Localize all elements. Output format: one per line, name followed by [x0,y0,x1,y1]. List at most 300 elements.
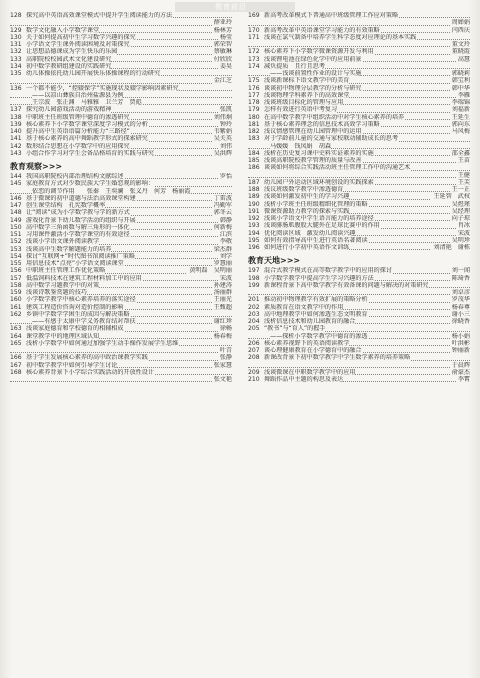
toc-entry [10,289,232,296]
entry-author: 付欣欣 [213,55,232,63]
toc-entry [10,333,232,340]
entry-number: 178 [248,99,264,106]
entry-title: 家庭教育方式对少数民族大学生婚恋观的影响： [26,180,154,188]
toc-entry [248,164,470,171]
entry-author: 何新梅 [213,223,232,231]
entry-title: 新课改背景下初中数学教学中学生数学素养的培养策略 [264,354,411,362]
entry-author: 俞豪杰 [451,368,470,376]
entry-title: 高中数学习题教学中的对策 [26,281,100,289]
entry-number: 148 [10,209,26,216]
entry-title: 中职班主任管理工作优化策略 [26,267,106,275]
toc-entry [248,27,470,34]
entry-title: 小学数学教学中核心素养培养的落实途径 [26,296,136,304]
entry-author: 王甄超 [213,303,232,311]
entry-title: 浅谈腓肠肌腹股大腿外在足球比赛中的作用 [264,222,380,230]
entry-title: 减负提质 且行且思考 [264,62,325,70]
entry-number: 198 [248,275,264,282]
entry-title: 谈谈初中物理分层教学的分析与研究 [264,84,362,92]
toc-entry [10,296,232,303]
toc-entry [248,296,470,303]
entry-title: 混合式教学模式在高等数学教学中的应用的探讨 [264,267,392,275]
entry-title: ——以凉山彝族自治州盐源县为例 [32,91,124,99]
entry-title: 新高考改革中英语课堂学习能力的有效策略 [264,26,380,34]
toc-entry [10,77,232,84]
dot-leader [10,25,232,26]
entry-author: 杨春尊 [451,303,470,311]
entry-author: 谢红珍 [213,318,232,325]
entry-author: 刘福新 [451,106,470,114]
section-heading-guancha: 教育观察>>> [10,162,63,171]
dot-leader [10,83,232,84]
toc-entry [248,347,470,354]
toc-entry [10,180,232,187]
toc-entry [248,304,470,311]
entry-title: 如何有效指导高中生进行英语名著阅读 [264,236,368,244]
toc-entry [248,369,470,376]
entry-author: 李敬 [219,238,232,246]
dot-leader [10,352,232,353]
toc-entry [10,325,232,332]
entry-author: 郭晓莉 [451,70,470,77]
toc-entry [10,318,232,325]
entry-author: 杨莹 [219,33,232,41]
toc-entry [248,237,470,244]
entry-title: 幼儿园户外运动区域环境创设的实践探索 [264,178,374,186]
entry-number: 150 [10,224,26,231]
entry-author: 刘伟 [219,142,232,150]
toc-entry [10,347,232,354]
entry-number: 206 [248,340,264,347]
toc-entry [10,376,232,383]
entry-author: 郭冬云 [213,209,232,217]
toc-entry [10,238,232,245]
right-column [248,12,470,383]
entry-number: 183 [248,135,264,142]
left-column [10,12,232,383]
entry-title: 一个都不能少，“控辍保学”实施现状及辍学影响因素研究 [26,84,179,92]
entry-title: 浅谈诗歌鉴赏题的技巧 [26,289,87,296]
entry-title: 初中数学教研组建设的实践研究 [26,62,112,70]
entry-author: 韩宝利 [451,77,470,85]
entry-number: 145 [10,180,26,187]
entry-title: 小学语文学生课外阅读困境及对策探究 [26,41,130,48]
toc-entry [10,173,232,180]
entry-title: 中职班主任班级管理中德育的渗透研究 [26,113,130,121]
entry-title: 素质教育在语文教学中的作用 [264,303,344,311]
entry-number: 177 [248,92,264,99]
toc-entry [10,114,232,121]
toc-entry [248,128,470,135]
entry-number: 158 [10,282,26,289]
toc-entry [248,267,470,274]
toc-entry [248,179,470,186]
toc-entry [10,12,232,19]
entry-number: 201 [248,296,264,303]
dot-leader [248,177,470,178]
entry-title: 高中数学三角函数与解三角形的一体化 [26,223,130,231]
entry-number: 137 [10,106,26,113]
entry-author: 叶洪彬 [451,339,470,347]
entry-title: 浅谈微课在中职数学教学中的应用 [264,368,356,376]
toc-entry [10,27,232,34]
entry-number: 129 [10,27,26,34]
header-text: 教育前沿 [215,3,247,11]
entry-title: 浅议班级数学教学中渗透德育 [264,186,344,193]
toc-entry [10,224,232,231]
entry-title: ——浅谈前置性作业的设计与实施 [270,70,362,77]
entry-author: 肖冰 [457,222,470,230]
entry-number: 168 [10,369,26,376]
entry-number: 196 [248,244,264,251]
entry-number: 132 [10,48,26,55]
entry-author: 冯勤军 [213,202,232,209]
toc-entry [10,369,232,376]
entry-title: 浅谈高职院校教学管理的质量与改善 [264,157,362,164]
entry-title: ——探析小学数学教学中德育的渗透 [270,332,368,340]
entry-number: 146 [10,195,26,202]
entry-author: 杨春梅 [213,332,232,340]
entry-author: 钟丽新 [451,347,470,354]
toc-entry [10,150,232,157]
entry-number: 151 [10,231,26,238]
entry-number: 194 [248,230,264,237]
entry-number: 195 [248,237,264,244]
entry-author: 宋波 [219,274,232,282]
entry-title: 基于微课的初中道德与法治高效课堂构建 [26,194,136,202]
entry-title: 让“阅读”成为小学数学教与学的新方式 [26,209,130,217]
toc-entry [248,135,470,142]
entry-author: 丁雷波 [213,194,232,202]
entry-number: 147 [10,202,26,209]
entry-author: 罗慧丽 [213,260,232,267]
section-heading-tiandi: 教育天地>>> [248,256,301,266]
entry-author: 杨林芳 [213,26,232,34]
entry-title: 基于学生发展核心素养的高中政治课教学实践 [26,354,148,362]
entry-author: 闫西庆 [451,26,470,34]
toc-entry [248,41,470,48]
entry-title: 核心素养背景下小学综合实践活动的开放性设计 [26,368,154,376]
toc-entry [10,48,232,55]
entry-number: 154 [10,253,26,260]
entry-title: 浅谈班级目标化的管理与应用 [264,99,344,106]
entry-title: 浅析小学数学中如何通过加强学生动手操作发展学生思维 [26,339,179,347]
entry-author: 向子琼 [451,215,470,222]
toc-entry [248,282,470,289]
entry-number: 190 [248,201,264,208]
entry-author: 吴经理 [451,207,470,215]
entry-number: 155 [10,260,26,267]
entry-title: 浅议情感管理在幼儿园管理中的运用 [264,128,362,135]
entry-title: 探讨“互联网+”时代图书馆阅读推广策略 [26,252,135,260]
entry-author: 徐畅 [219,325,232,333]
toc-entry [10,188,232,195]
entry-number: 161 [10,304,26,311]
entry-title: 浅谈物理学科素养下的高效课堂 [264,91,350,99]
entry-author: 汤丽群 [213,289,232,296]
toc-entry [248,222,470,229]
entry-number: 199 [248,282,264,289]
entry-number: 131 [10,41,26,48]
toc-entry [248,12,470,19]
entry-number: 165 [10,340,26,347]
entry-number: 167 [10,362,26,369]
entry-number: 210 [248,376,264,383]
entry-number: 174 [248,63,264,70]
entry-number: 176 [248,85,264,92]
entry-number: 166 [10,354,26,361]
toc-entry [248,143,470,150]
entry-number: 188 [248,186,264,193]
toc-entry [248,318,470,325]
toc-entry [10,63,232,70]
entry-number: 172 [248,48,264,55]
entry-author: 刘一闻 [451,267,470,275]
toc-entry [10,92,232,99]
entry-author: 郭荣智 [213,41,232,48]
entry-author: 王延智 武权 [433,193,470,201]
entry-number: 156 [10,267,26,274]
entry-author: 叶青 [219,347,232,354]
entry-title: 如何进行小学初中英语作文训练 [264,244,350,251]
entry-author: 黄明磊 吴明丽 [189,267,232,275]
entry-number: 170 [248,27,264,34]
toc-entry [10,34,232,41]
entry-number: 173 [248,56,264,63]
entry-title: 小学数学教学中提高学生学习兴趣的方法 [264,274,374,282]
entry-number: 169 [248,12,264,19]
entry-title: 新课程背景下高中数学教学有效备课的问题与解决的对策研究 [264,281,429,289]
entry-author: 张家慧 [213,361,232,369]
toc-entry [248,150,470,157]
toc-entry [248,56,470,63]
entry-title: 小组合作学习对学生会备品格培育的实践与研究 [26,149,154,157]
entry-author: 张文艳 [213,376,232,383]
entry-author: 韩静 [219,216,232,224]
entry-title: 探究幼儿园游戏活动的游戏精神 [26,106,112,114]
entry-number: 175 [248,77,264,84]
toc-entry [248,208,470,215]
entry-author: 金江芝 [213,77,232,85]
toc-entry [248,19,470,26]
entry-title: 关于如何提高初中生学习数学兴趣的探究 [26,33,136,41]
entry-number: 153 [10,246,26,253]
toc-entry [248,92,470,99]
entry-title: 谈心理健康教育在小学德育中的融合 [264,347,362,354]
toc-entry [248,85,470,92]
entry-title: 在高中数学教学中组织活动中对学生核心素养的培养 [264,113,405,121]
entry-title: 核心素养下小学数学微课资源开发与利用 [264,48,374,56]
dot-leader [248,294,470,295]
toc-entry [10,362,232,369]
entry-number: 160 [10,296,26,303]
toc-entry [10,202,232,209]
entry-author: 于晨辉 [451,361,470,369]
entry-title: 浅谈在氯气制备中培养学生科学态度对应理论的基本实践 [264,33,417,41]
toc-entry [248,114,470,121]
toc-entry [10,128,232,135]
entry-title: 浅谈新课标下语文教学中的美育 [264,77,350,85]
entry-number: 185 [248,157,264,164]
entry-title: 浅析在历史复习课中史料实证素养的实施 [264,149,374,157]
entry-title: 浅谈高中生数学解题能力的培养 [26,245,112,253]
entry-number: 208 [248,354,264,361]
entry-title: 低温饲料技术在建筑工程材料加工中的应用 [26,274,142,282]
entry-author: 刘伟炯 [213,113,232,121]
entry-title: 建筑工程造价咨询对造价控制的影响 [26,303,124,311]
entry-author: 王健 [457,171,470,179]
entry-title: 浅谈小学语文课外阅读教学 [26,238,100,246]
toc-entry [248,354,470,361]
entry-author: 韦紫娟 [213,128,232,135]
toc-entry [10,143,232,150]
entry-title: 浅谈锂电池在绿色化学中的应用前景 [264,55,362,63]
entry-author: 吴明珍 [451,236,470,244]
entry-title: 用信息技术“点亮”小学语文阅读课堂 [26,260,124,267]
entry-author: 韩中华 [451,84,470,92]
entry-title: 高职院校校园武术文化建设研究 [26,55,112,63]
toc-entry [248,311,470,318]
toc-entry [10,195,232,202]
toc-entry [248,325,470,332]
toc-entry [248,275,470,282]
entry-number: 164 [10,333,26,340]
entry-author: 吴关英 [213,135,232,143]
entry-number: 192 [248,215,264,222]
entry-author: 张凯 [219,106,232,114]
toc-entry [248,172,470,179]
entry-number: 205 [248,325,264,332]
entry-title: 我国高职院校内部治理结构文献综述 [26,173,124,180]
entry-number: 140 [10,128,26,135]
entry-number: 197 [248,267,264,274]
entry-title: 课堂教学中的地理区域认知 [26,332,100,340]
toc-entry [248,48,470,55]
toc-entry [248,106,470,113]
toc-entry [248,157,470,164]
entry-title: 创生课堂结构 孔宪数学概率 [26,202,106,209]
toc-entry [10,85,232,92]
entry-number: 144 [10,173,26,180]
toc-entry [10,217,232,224]
entry-title: 浅谈家庭德育和学校德育的相辅相成 [26,325,124,333]
toc-entry [248,376,470,383]
entry-title: 浅析小学班主任班级精细化管理的策略 [264,200,368,208]
entry-title: 浅析信息技术和幼儿园教育的融合 [264,318,356,325]
entry-author: 王延生 [451,113,470,121]
entry-author: 李霄 [457,376,470,383]
entry-number: 136 [10,85,26,92]
entry-number: 187 [248,179,264,186]
entry-number: 149 [10,217,26,224]
entry-title: 谈谈如何将综合实践活动班主任管理工作中的沟通艺术 [264,164,411,172]
entry-number: 157 [10,275,26,282]
toc-entry [10,354,232,361]
entry-author: 郭向东 [451,120,470,128]
entry-number: 202 [248,304,264,311]
toc-entry [10,340,232,347]
dot-leader [248,46,470,47]
dot-leader [10,381,232,382]
entry-number: 171 [248,34,264,41]
entry-author: 马风梅 [451,128,470,135]
entry-title: 浅谈小学语文中学生语言能力的培养途径 [264,215,374,222]
entry-author: 吴洪辉 [213,149,232,157]
entry-number: 181 [248,121,264,128]
toc-entry [10,311,232,318]
toc-entry [248,186,470,193]
toc-entry [10,19,232,26]
entry-title: 探究高中英语高效课堂模式中提升学生阅读能力的方法 [26,12,173,19]
entry-author: 江滨 [219,231,232,238]
entry-author: 蔡敏琳 [213,48,232,56]
entry-number: 163 [10,325,26,332]
toc-entry [10,231,232,238]
entry-author: 宋波 [457,229,470,237]
entry-number: 139 [10,121,26,128]
entry-title: 提升高中生英语语篇分析能力“三路径” [26,128,130,135]
entry-number: 189 [248,193,264,200]
toc-entry [248,63,470,70]
toc-entry [248,121,470,128]
entry-title: 王宗波 张正渊 马雅雅 卫兰芳 贾彪 [32,99,142,106]
entry-title: 基于核心素养的高中舞蹈教学形式的探索研究 [26,135,148,143]
entry-number: 207 [248,347,264,354]
entry-number: 162 [10,311,26,318]
entry-author: 姜昊 [219,62,232,70]
entry-author: 王丽光 [213,296,232,304]
entry-title: 浅谈如何激发初中生的学习兴趣 [264,193,350,201]
toc-entry [248,201,470,208]
toc-entry [10,260,232,267]
entry-author: 董文玲 [451,41,470,48]
entry-number: 186 [248,164,264,171]
entry-author: 董晓霞 [451,48,470,56]
entry-title: 游戏化背景下幼儿数学活动的组织与开展 [26,216,136,224]
entry-author: 罗茂华 [451,296,470,304]
entry-number: 134 [10,63,26,70]
entry-author: 梁杰群 [213,245,232,253]
entry-author: 谢小三 [451,310,470,318]
toc-entry [248,193,470,200]
entry-author: 王芙 [457,178,470,186]
entry-author: 吴煜瑾 [451,200,470,208]
toc-entry [10,135,232,142]
toc-entry [10,106,232,113]
entry-author: 陈琦香 [451,274,470,282]
entry-author: 刘卓彦 [451,289,470,296]
entry-title: 怎样有效进行英语中考复习 [264,106,338,114]
entry-title: 基于核心素养理念的信息技术高效学习策略 [264,120,380,128]
entry-title: 依恋的调节作用 张秦 王奕澜 张义丹 何芳 杨丽霞 [32,187,191,195]
toc-entry [10,253,232,260]
entry-number: 204 [248,318,264,325]
entry-author: 孙建涛 [213,281,232,289]
entry-title: ——有感于太康中学义务教育结对帮扶 [32,318,136,325]
toc-entry [10,121,232,128]
toc-entry [248,333,470,340]
entry-number: 209 [248,369,264,376]
entry-author: 徐晓香 [451,318,470,325]
entry-number: 128 [10,12,26,19]
toc-entry [10,99,232,106]
toc-entry [10,267,232,274]
entry-title: 新高考改革模式下普通高中班级管理工作应对策略 [264,12,399,19]
entry-author: 李雁 [457,91,470,99]
entry-number: 180 [248,114,264,121]
entry-title: 数形结合思想在小学数学中的应用探究 [26,142,130,150]
toc-entry [248,99,470,106]
entry-title: “教书”与“育人”的握手 [264,325,326,333]
